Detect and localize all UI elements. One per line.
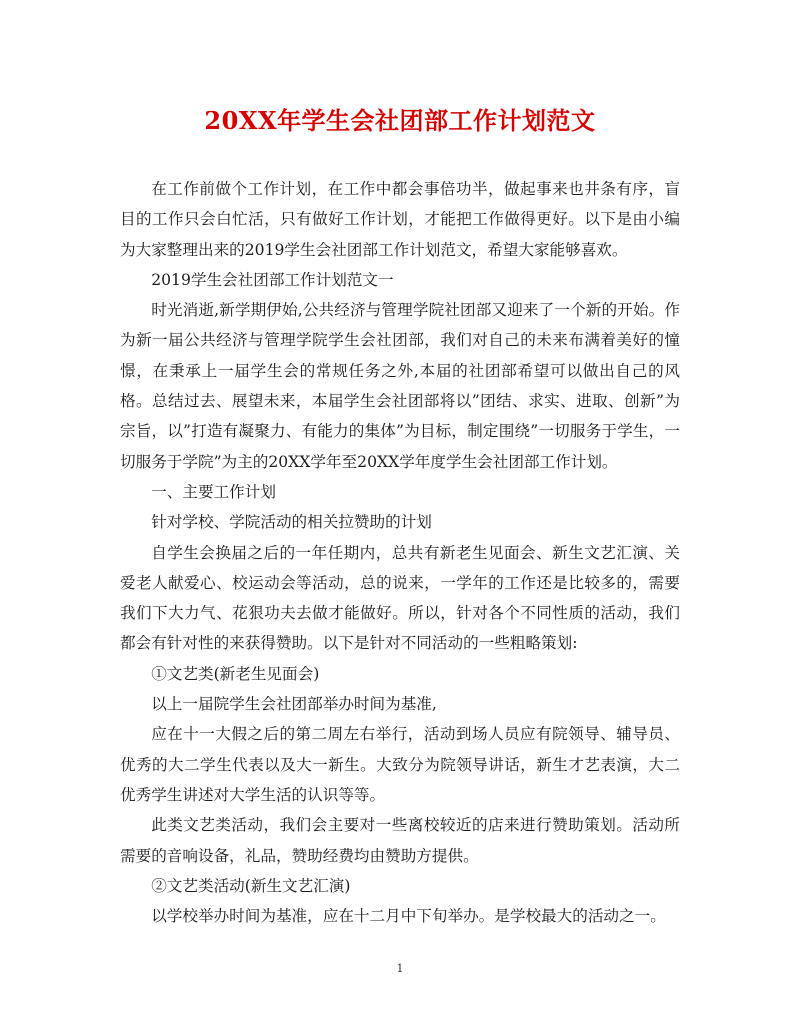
document-body xyxy=(120,174,680,931)
paragraph-section-heading: 2019学生会社团部工作计划范文一 xyxy=(151,270,394,289)
paragraph-intro: 在工作前做个工作计划，在工作中都会事倍功半，做起事来也井条有序，盲目的工作只会白忙活，只有做好工作计划，才能把工作做得更好。以下是由小编为大家整理出来的2019学生会社团部工作计划范文，希望大家能够喜欢。 xyxy=(120,180,680,259)
paragraph-item-1-basis: 以上一届院学生会社团部举办时间为基准, xyxy=(151,695,437,714)
page-number: 1 xyxy=(396,962,404,975)
paragraph-sponsorship-heading: 针对学校、学院活动的相关拉赞助的计划 xyxy=(151,513,432,532)
paragraph-item-2-heading: ②文艺类活动(新生文艺汇演) xyxy=(151,876,351,895)
paragraph-item-1-schedule: 应在十一大假之后的第二周左右举行，活动到场人员应有院领导、辅导员、优秀的大二学生代表以及大一新生。大致分为院领导讲话，新生才艺表演，大二优秀学生讲述对大学生活的认识等等。 xyxy=(120,725,680,804)
paragraph-main-plan-heading: 一、主要工作计划 xyxy=(151,482,276,501)
paragraph-item-1-sponsor: 此类文艺类活动，我们会主要对一些离校较近的店来进行赞助策划。活动所需要的音响设备，礼品，赞助经费均由赞助方提供。 xyxy=(120,816,680,865)
document-title: 20XX年学生会社团部工作计划范文 xyxy=(204,106,596,135)
paragraph-activities: 自学生会换届之后的一年任期内，总共有新老生见面会、新生文艺汇演、关爱老人献爱心、校运动会等活动，总的说来，一学年的工作还是比较多的，需要我们下大力气、花狠功夫去做才能做好。所以，针对各个不同性质的活动，我们都会有针对性的来获得赞助。以下是针对不同活动的一些粗略策划: xyxy=(120,543,680,653)
paragraph-opening: 时光消逝,新学期伊始,公共经济与管理学院社团部又迎来了一个新的开始。作为新一届公共经济与管理学院学生会社团部，我们对自己的未来布满着美好的憧憬，在秉承上一届学生会的常规任务之外,本届的社团部希望可以做出自己的风格。总结过去、展望未来，本届学生会社团部将以”团结、求实、进取、创新”为宗旨，以”打造有凝聚力、有能力的集体”为目标，制定围绕”一切服务于学生，一切服务于学院”为主的20XX学年至20XX学年度学生会社团部工作计划。 xyxy=(120,301,680,471)
paragraph-item-1-heading: ①文艺类(新老生见面会) xyxy=(151,664,320,683)
paragraph-item-2-basis: 以学校举办时间为基准，应在十二月中下旬举办。是学校最大的活动之一。 xyxy=(151,907,666,926)
